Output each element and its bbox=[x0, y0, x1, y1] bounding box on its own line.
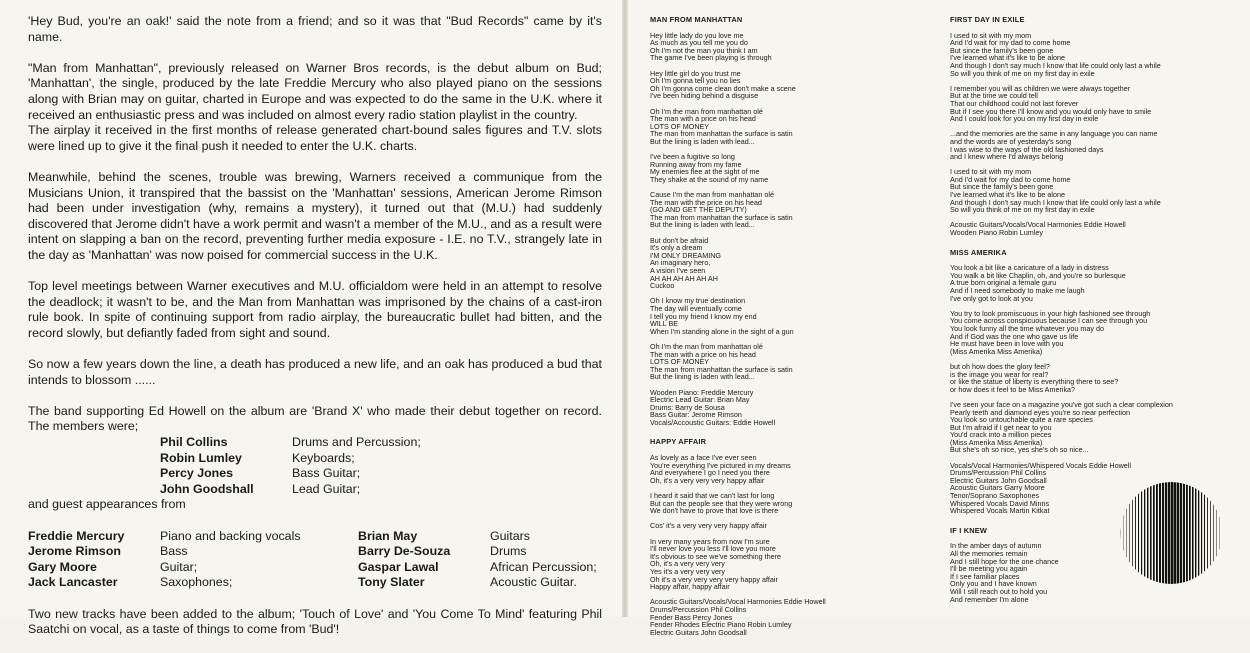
disc-stripe bbox=[1195, 482, 1196, 584]
disc-stripe bbox=[1153, 482, 1155, 584]
lyric-verse: ...and the memories are the same in any language you can name and the words are of yesterday's song I was wise to the ways of the old fashioned days and I knew where I'd always belong bbox=[950, 130, 1200, 160]
song-credits: Acoustic Guitars/Vocals/Vocal Harmonies Eddie Howell Wooden Piano Robin Lumley bbox=[950, 221, 1200, 236]
guest-name: Tony Slater bbox=[358, 575, 490, 591]
disc-stripe bbox=[1183, 482, 1185, 584]
guest-role: African Percussion; bbox=[490, 560, 602, 576]
disc-stripe bbox=[1138, 482, 1139, 584]
guest-name: Gary Moore bbox=[28, 560, 160, 576]
disc-stripe bbox=[1165, 482, 1167, 584]
liner-paragraph: Meanwhile, behind the scenes, trouble was brewing, Warners received a communique from the Musicians Union, it transpired that the bassist on the 'Manhattan' sessions, American Jerome Rimson had been under investigation (why, remains a mystery), it turned out that (M.U.) had suddenly discovered that Jerome didn't have a work permit and wasn't a member of the M.U., and as a result were intent on slapping a ban on the record, preventing further media exposure - I.E. no T.V., strangely late in the day as 'Manhattan' was now poised for commercial success in the U.K. bbox=[28, 170, 602, 264]
lyric-verse: In the amber days of autumn All the memories remain And I still hope for the one chance I'll be meeting you again If I see familiar places Only you and I have known Will I still reach out to hold you And remember I'm alone bbox=[950, 542, 1200, 603]
disc-stripe bbox=[1147, 482, 1148, 584]
guest-name: Jack Lancaster bbox=[28, 575, 160, 591]
guest-name: Barry De-Souza bbox=[358, 544, 490, 560]
guest-role: Saxophones; bbox=[160, 575, 358, 591]
lyric-verse: but oh how does the glory feel? is the image you wear for real? or like the statue of liberty is everything there to see? or how does it feel to be Miss Amerika? bbox=[950, 363, 1200, 393]
lyric-verse: Cause I'm the man from manhattan olé The man with the price on his head (GO AND GET THE DEPUTY) The man from manhattan the surface is satin But the lining is laden with lead... bbox=[650, 191, 830, 229]
song-title: HAPPY AFFAIR bbox=[650, 438, 830, 446]
song-block bbox=[950, 16, 1200, 237]
song-block bbox=[650, 438, 830, 636]
lyric-verse: I've been a fugitive so long Running away from my fame My enemies flee at the sight of me They shake at the sound of my name bbox=[650, 153, 830, 183]
lyric-verse: I remember you will as children we were always together But at the time we could tell That our childhood could not last forever But if I see you there I'll know and you would only have to smile And I could look for you on my first day in exile bbox=[950, 85, 1200, 123]
song-block bbox=[950, 249, 1200, 515]
guest-role: Piano and backing vocals bbox=[160, 529, 358, 545]
disc-stripe bbox=[1204, 482, 1205, 584]
lyric-verse: Oh I'm the man from manhattan olé The man with a price on his head LOTS OF MONEY The man from manhattan the surface is satin But the lining is laden with lead... bbox=[650, 343, 830, 381]
member-name: Robin Lumley bbox=[160, 451, 292, 467]
disc-stripe bbox=[1186, 482, 1188, 584]
lyric-verse: Cos' it's a very very very happy affair bbox=[650, 522, 830, 530]
lyric-verse: I used to sit with my mom And I'd wait for my dad to come home But since the family's been gone I've learned what it's like to be alone And though I don't say much I know that life could only last a while So will you think of me on my first day in exile bbox=[950, 168, 1200, 214]
disc-stripe bbox=[1159, 482, 1161, 584]
song-credits: Acoustic Guitars/Vocals/Vocal Harmonies Eddie Howell Drums/Percussion Phil Collins Fender Bass Percy Jones Fender Rhodes Electric Piano Robin Lumley Electric Guitars John Goodsall bbox=[650, 598, 830, 636]
lyrics-column-1 bbox=[650, 16, 830, 648]
liner-notes bbox=[28, 14, 602, 653]
guests-label: and guest appearances from bbox=[28, 497, 602, 513]
disc-stripe bbox=[1144, 482, 1145, 584]
liner-paragraph: "Man from Manhattan", previously released on Warner Bros records, is the debut album on Bud; 'Manhattan', the single, produced by the late Freddie Mercury who also played piano on the sessions along with Brian may on guitar, charted in Europe and was expected to do the same in the U.K. where it received an enthusiastic press and was included on almost every radio station playlist in the country. bbox=[28, 61, 602, 123]
liner-paragraph: The airplay it received in the first months of release generated chart-bound sales figures and T.V. slots were lined up to give it the final push it needed to enter the U.K. charts. bbox=[28, 123, 602, 154]
guest-name: Jerome Rimson bbox=[28, 544, 160, 560]
song-block bbox=[650, 16, 830, 426]
guest-role: Guitar; bbox=[160, 560, 358, 576]
member-name: John Goodshall bbox=[160, 482, 292, 498]
guest-role: Bass bbox=[160, 544, 358, 560]
lyric-verse: I heard it said that we can't last for long But can the people see that they were wrong We don't have to prove that love is there bbox=[650, 492, 830, 515]
guest-name: Freddie Mercury bbox=[28, 529, 160, 545]
guest-list bbox=[28, 529, 602, 591]
member-name: Phil Collins bbox=[160, 435, 292, 451]
liner-paragraph: So now a few years down the line, a death has produced a new life, and an oak has produced a bud that intends to blossom ...... bbox=[28, 357, 602, 388]
lyric-verse: You look a bit like a caricature of a lady in distress You walk a bit like Chaplin, oh, and you're so burlesque A true born original a female guru And if I need somebody to make me laugh I've only got to look at you bbox=[950, 264, 1200, 302]
disc-stripe bbox=[1189, 482, 1191, 584]
striped-disc-graphic bbox=[1120, 482, 1222, 584]
disc-stripe bbox=[1150, 482, 1152, 584]
disc-stripe bbox=[1168, 482, 1170, 584]
lyric-verse: Hey little girl do you trust me Oh I'm gonna tell you no lies Oh I'm gonna come clean don't make a scene I've been hiding behind a disguise bbox=[650, 70, 830, 100]
disc-stripe bbox=[1171, 482, 1174, 584]
liner-paragraph: Top level meetings between Warner executives and M.U. officialdom were held in an attempt to resolve the deadlock; it wasn't to be, and the Man from Manhattan was imprisoned by the chains of a cast-iron rule book. In spite of continuing support from radio airplay, the bureaucratic bullet had bitten, and the record slowly, but defiantly faded from sight and sound. bbox=[28, 279, 602, 341]
disc-stripe bbox=[1201, 482, 1202, 584]
disc-stripe bbox=[1162, 482, 1164, 584]
lyric-verse: As lovely as a face I've ever seen You're everything I've pictured in my dreams And everywhere I go I need you there Oh, it's a very very very happy affair bbox=[650, 454, 830, 484]
song-credits: Vocals/Vocal Harmonies/Whispered Vocals Eddie Howell Drums/Percussion Phil Collins Electric Guitars John Goodsall Acoustic Guitars Garry Moore Tenor/Soprano Saxophones Whispered Vocals David Minns Whispered Vocals Martin Kitkat bbox=[950, 462, 1200, 515]
song-title: MAN FROM MANHATTAN bbox=[650, 16, 830, 24]
disc-stripe bbox=[1180, 482, 1182, 584]
song-title: MISS AMERIKA bbox=[950, 249, 1200, 257]
song-credits: Wooden Piano: Freddie Mercury Electric Lead Guitar: Brian May Drums: Barry de Sousa Bass Guitar: Jerome Rimson Vocals/Accoustic Guitars: Eddie Howell bbox=[650, 389, 830, 427]
guest-name: Brian May bbox=[358, 529, 490, 545]
left-page bbox=[0, 0, 622, 617]
member-role: Keyboards; bbox=[292, 451, 424, 467]
song-title: IF I KNEW bbox=[950, 527, 1200, 535]
lyric-verse: I used to sit with my mom And I'd wait for my dad to come home But since the family's been gone I've learned what it's like to be alone And though I don't say much I know that life could only last a while So will you think of me on my first day in exile bbox=[950, 32, 1200, 78]
disc-stripe bbox=[1156, 482, 1158, 584]
liner-paragraph: Two new tracks have been added to the album; 'Touch of Love' and 'You Come To Mind' featuring Phil Saatchi on vocal, as a taste of things to come from 'Bud'! bbox=[28, 607, 602, 638]
member-name: Percy Jones bbox=[160, 466, 292, 482]
member-role: Bass Guitar; bbox=[292, 466, 424, 482]
member-role: Drums and Percussion; bbox=[292, 435, 424, 451]
guest-role: Acoustic Guitar. bbox=[490, 575, 602, 591]
guest-role: Guitars bbox=[490, 529, 602, 545]
liner-paragraph: The band supporting Ed Howell on the album are 'Brand X' who made their debut together on record. The members were; bbox=[28, 404, 602, 435]
disc-stripe bbox=[1141, 482, 1142, 584]
lyric-verse: Hey little lady do you love me As much as you tell me you do Oh I'm not the man you think I am The game I've been playing is through bbox=[650, 32, 830, 62]
band-members bbox=[160, 435, 602, 497]
disc-stripe bbox=[1192, 482, 1194, 584]
lyric-verse: In very many years from now I'm sure I'll never love you less I'll love you more It's obvious to see we've something there Oh, it's a very very very Yes it's a very very very Oh it's a very very very very happy affair Happy affair, happy affair bbox=[650, 538, 830, 591]
disc-stripe bbox=[1198, 482, 1199, 584]
liner-paragraph: 'Hey Bud, you're an oak!' said the note from a friend; and so it was that "Bud Records" came by it's name. bbox=[28, 14, 602, 45]
lyric-verse: But don't be afraid It's only a dream I'M ONLY DREAMING An imaginary hero, A vision I've seen AH AH AH AH AH AH Cuckoo bbox=[650, 237, 830, 290]
lyric-verse: I've seen your face on a magazine you've got such a clear complexion Pearly teeth and diamond eyes you're so near perfection You look so untouchable quite a rare species But I'm afraid if I get near to you You'd crack into a million pieces (Miss Amerika Miss Amerika) But she's oh so nice, yes she's oh so nice... bbox=[950, 401, 1200, 454]
lyric-verse: You try to look promiscuous in your high fashioned see through You come across conspicuous because I can see through you You look funny all the time whatever you may do And if God was the one who gave us life He must have been in love with you (Miss Amerika Miss Amerika) bbox=[950, 310, 1200, 356]
lyric-verse: Oh I know my true destination The day will eventually come I tell you my friend I know my end WILL BE When I'm standing alone in the sight of a gun bbox=[650, 297, 830, 335]
song-title: FIRST DAY IN EXILE bbox=[950, 16, 1200, 24]
guest-name: Gaspar Lawal bbox=[358, 560, 490, 576]
disc-stripe bbox=[1135, 482, 1136, 584]
member-role: Lead Guitar; bbox=[292, 482, 424, 498]
disc-stripe bbox=[1177, 482, 1179, 584]
guest-role: Drums bbox=[490, 544, 602, 560]
lyric-verse: Oh I'm the man from manhattan olé The man with a price on his head LOTS OF MONEY The man from manhattan the surface is satin But the lining is laden with lead... bbox=[650, 108, 830, 146]
disc-stripe bbox=[1174, 482, 1176, 584]
